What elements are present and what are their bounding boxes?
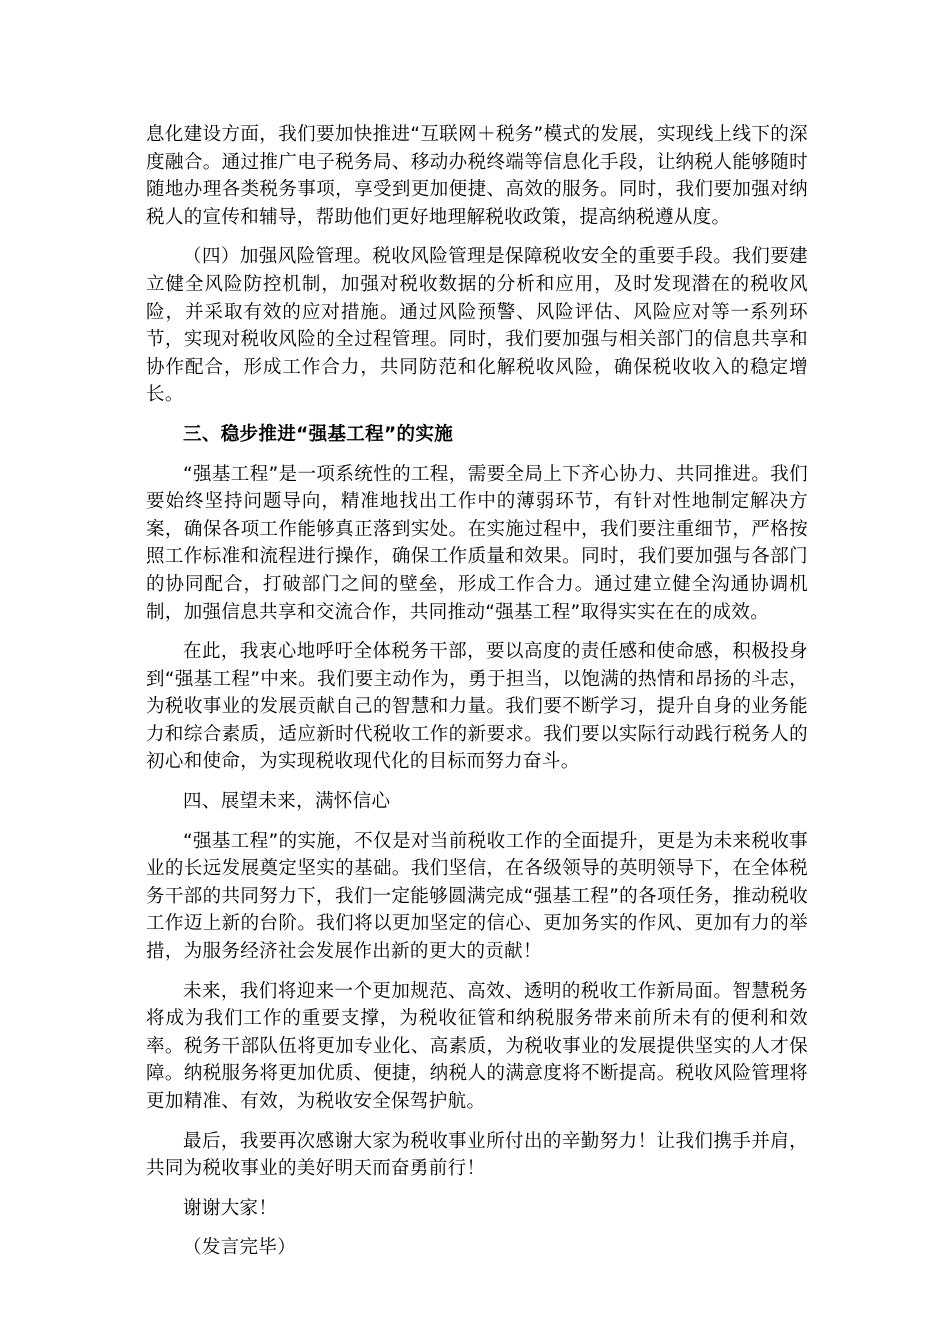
paragraph-closing: 最后，我要再次感谢大家为税收事业所付出的辛勤努力！让我们携手并肩，共同为税收事业的美好明天而奋勇前行！ — [146, 1130, 808, 1180]
paragraph-outlook: “强基工程”的实施，不仅是对当前税收工作的全面提升，更是为未来税收事业的长远发展奠定坚实的基础。我们坚信，在各级领导的英明领导下，在全体税务干部的共同努力下，我们一定能够圆满完成“强基工程”的各项任务，推动税收工作迈上新的台阶。我们将以更加坚定的信心、更加务实的作风、更加有力的举措，为服务经济社会发展作出新的更大的贡献！ — [146, 830, 808, 963]
section-heading-4: 四、展望未来，满怀信心 — [183, 791, 391, 813]
paragraph-appeal: 在此，我衷心地呼吁全体税务干部，要以高度的责任感和使命感，积极投身到“强基工程”中来。我们要主动作为，勇于担当，以饱满的热情和昂扬的斗志，为税收事业的发展贡献自己的智慧和力量。我们要不断学习，提升自身的业务能力和综合素质，适应新时代税收工作的新要求。我们要以实际行动践行税务人的初心和使命，为实现税收现代化的目标而努力奋斗。 — [146, 641, 808, 773]
paragraph-thanks: 谢谢大家！ — [183, 1197, 278, 1219]
document-body — [146, 121, 808, 1274]
paragraph-end-note: （发言完毕） — [183, 1237, 297, 1259]
paragraph-risk-management: （四）加强风险管理。税收风险管理是保障税收安全的重要手段。我们要建立健全风险防控机制，加强对税收数据的分析和应用，及时发现潜在的税收风险，并采取有效的应对措施。通过风险预警、风险评估、风险应对等一系列环节，实现对税收风险的全过程管理。同时，我们要加强与相关部门的信息共享和协作配合，形成工作合力，共同防范和化解税收风险，确保税收收入的稳定增长。 — [146, 246, 808, 406]
paragraph-strong-foundation: “强基工程”是一项系统性的工程，需要全局上下齐心协力、共同推进。我们要始终坚持问题导向，精准地找出工作中的薄弱环节，有针对性地制定解决方案，确保各项工作能够真正落到实处。在实施过程中，我们要注重细节，严格按照工作标准和流程进行操作，确保工作质量和效果。同时，我们要加强与各部门的协同配合，打破部门之间的壁垒，形成工作合力。通过建立健全沟通协调机制，加强信息共享和交流合作，共同推动“强基工程”取得实实在在的成效。 — [146, 463, 808, 623]
paragraph-future: 未来，我们将迎来一个更加规范、高效、透明的税收工作新局面。智慧税务将成为我们工作的重要支撑，为税收征管和纳税服务带来前所未有的便利和效率。税务干部队伍将更加专业化、高素质，为税收事业的发展提供坚实的人才保障。纳税服务将更加优质、便捷，纳税人的满意度将不断提高。税收风险管理将更加精准、有效，为税收安全保驾护航。 — [146, 980, 808, 1112]
section-heading-3: 三、稳步推进“强基工程”的实施 — [183, 423, 454, 445]
paragraph-continuation: 息化建设方面，我们要加快推进“互联网＋税务”模式的发展，实现线上线下的深度融合。通过推广电子税务局、移动办税终端等信息化手段，让纳税人能够随时随地办理各类税务事项，享受到更加便捷、高效的服务。同时，我们要加强对纳税人的宣传和辅导，帮助他们更好地理解税收政策，提高纳税遵从度。 — [146, 124, 808, 228]
